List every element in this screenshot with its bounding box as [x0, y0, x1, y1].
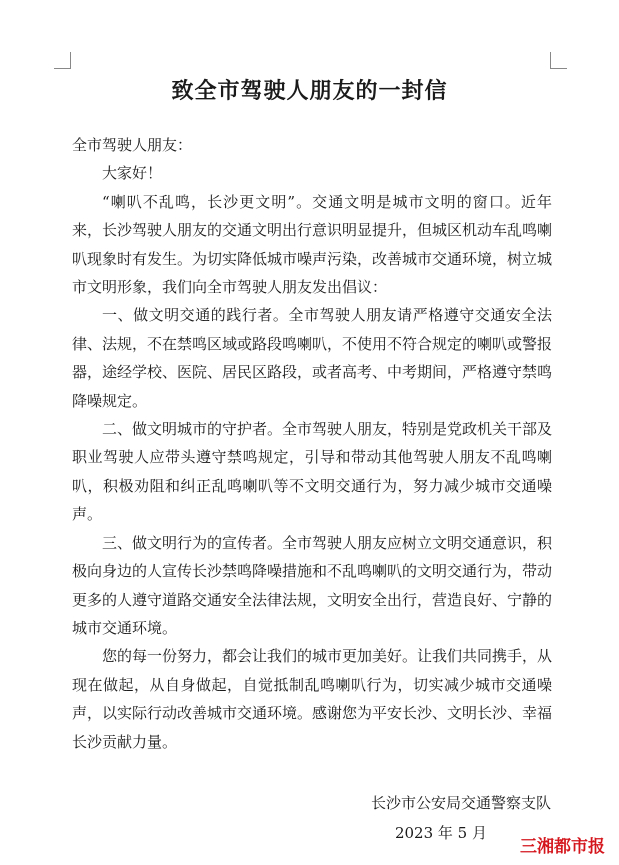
- signature-date: 2023 年 5 月: [394, 824, 487, 842]
- paragraph-closing: 您的每一份努力，都会让我们的城市更加美好。让我们共同携手，从现在做起，从自身做起，自觉抵制乱鸣喇叭行为，切实减少城市交通噪声，以实际行动改善城市交通环境。感谢您为平安长沙、文明长沙、幸福长沙贡献力量。: [72, 647, 553, 751]
- document-title: 致全市驾驶人朋友的一封信: [171, 78, 448, 104]
- paragraph-point-1: 一、做文明交通的践行者。全市驾驶人朋友请严格遵守交通安全法律、法规，不在禁鸣区域或路段鸣喇叭，不使用不符合规定的喇叭或警报器，途经学校、医院、居民区路段，或者高考、中考期间，严格遵守禁鸣降噪规定。: [72, 306, 553, 410]
- letter-body: [72, 131, 552, 756]
- paragraph-intro: “喇叭不乱鸣，长沙更文明”。交通文明是城市文明的窗口。近年来，长沙驾驶人朋友的交通文明出行意识明显提升，但城区机动车乱鸣喇叭现象时有发生。为切实降低城市噪声污染，改善城市交通环境，树立城市文明形象，我们向全市驾驶人朋友发出倡议：: [72, 192, 553, 297]
- newspaper-watermark: 三湘都市报: [520, 837, 605, 857]
- crop-mark-top-right: [550, 52, 567, 69]
- greeting: 大家好！: [102, 164, 163, 183]
- paragraph-point-3: 三、做文明行为的宣传者。全市驾驶人朋友应树立文明交通意识，积极向身边的人宣传长沙禁鸣降噪措施和不乱鸣喇叭的文明交通行为，带动更多的人遵守道路交通安全法律法规，文明安全出行，营造良好、宁静的城市交通环境。: [72, 533, 553, 637]
- crop-mark-top-left: [54, 52, 71, 69]
- salutation: 全市驾驶人朋友：: [72, 136, 193, 154]
- signature-organization: 长沙市公安局交通警察支队: [370, 794, 551, 812]
- paragraph-point-2: 二、做文明城市的守护者。全市驾驶人朋友，特别是党政机关干部及职业驾驶人应带头遵守禁鸣规定，引导和带动其他驾驶人朋友不乱鸣喇叭，积极劝阻和纠正乱鸣喇叭等不文明交通行为，努力减少城市交通噪声。: [72, 420, 553, 524]
